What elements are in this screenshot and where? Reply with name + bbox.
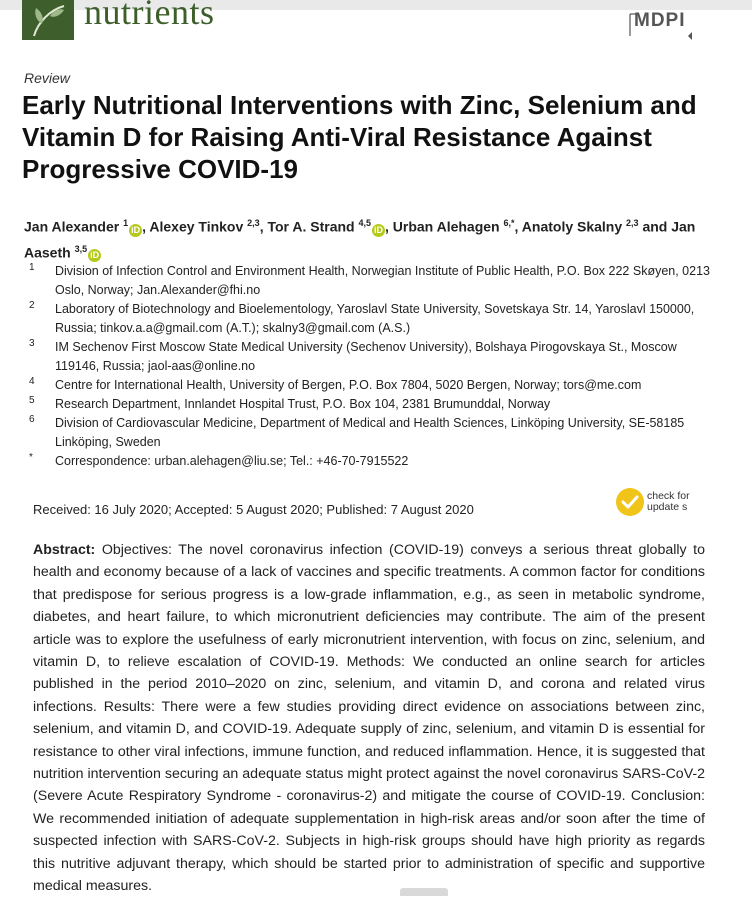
journal-name[interactable]: nutrients [84,0,215,32]
article-type: Review [24,70,70,86]
journal-logo-icon [22,0,74,40]
affiliation-item [26,414,716,452]
affiliation-key: * [29,452,33,463]
affiliation-text: Centre for International Health, University of Bergen, P.O. Box 7804, 5020 Bergen, Norway; tors@me.com [55,378,642,392]
orcid-icon[interactable]: iD [90,250,100,261]
author-name[interactable]: Tor A. Strand [267,218,359,235]
affiliation-item [26,452,716,471]
orcid-icon[interactable]: iD [131,224,141,235]
check-for-updates-button[interactable] [616,488,706,520]
affiliation-key: 2 [29,300,35,311]
publisher-logo-text: MDPI [634,10,686,31]
author-name[interactable]: Urban Alehagen [392,218,504,235]
author-name[interactable]: Jan Alexander [24,218,124,235]
author-affiliation-sup: 2,3 [626,218,639,228]
author-name[interactable]: Jan Aaseth [24,218,696,261]
affiliation-text: IM Sechenov First Moscow State Medical University (Sechenov University), Bolshaya Pirogovskaya St., Moscow 119146, Russia; jaol-aas@online.no [55,340,677,373]
affiliation-text: Laboratory of Biotechnology and Bioelementology, Yaroslavl State University, Sovetskaya Str. 14, Yaroslavl 150000, Russia; tinkov.a.a@gmail.com (A.T.); skalny3@gmail.com (A.S.) [55,302,695,335]
article-title: Early Nutritional Interventions with Zinc, Selenium and Vitamin D for Raising Anti-Viral Resistance Against Progressive COVID-19 [22,90,697,184]
abstract [33,539,705,898]
author-affiliation-sup: 2,3 [247,218,260,228]
affiliation-key: 6 [29,414,35,425]
check-updates-label: check for update s [647,490,690,513]
affiliation-text: Division of Cardiovascular Medicine, Department of Medical and Health Sciences, Linköping University, SE-58185 Linköping, Sweden [55,416,685,449]
author-affiliation-sup: 3,5 [74,243,88,254]
affiliation-key: 1 [29,262,35,273]
affiliation-list [26,262,716,471]
orcid-icon[interactable]: iD [373,224,383,235]
abstract-label: Abstract: [33,542,96,558]
affiliation-key: 3 [29,338,35,349]
affiliation-item [26,395,716,414]
author-connector: and [638,218,672,235]
affiliation-text: Division of Infection Control and Environment Health, Norwegian Institute of Public Health, P.O. Box 222 Skøyen, 0213 Oslo, Norway; Jan.Alexander@fhi.no [55,264,710,297]
affiliation-key: 4 [29,376,35,387]
author-affiliation-sup: 4,5 [358,218,371,228]
check-updates-icon [616,488,644,516]
publisher-logo[interactable] [628,10,694,40]
author-name[interactable]: Alexey Tinkov [149,218,248,235]
affiliation-text: Research Department, Innlandet Hospital Trust, P.O. Box 104, 2381 Brumunddal, Norway [55,397,551,411]
affiliation-item [26,338,716,376]
affiliation-item [26,300,716,338]
author-list: Jan Alexander $^1$iD , Alexey Tinkov $^{2,3}$, Tor A. Strand $^{4,5}$iD , Urban Alehagen $^{6,*}$, Anatoly Skalny $^{2,3}$ and Jan Aaseth $^{3,5}$iD [24,218,696,261]
affiliation-item [26,376,716,395]
affiliation-key: 5 [29,395,35,406]
abstract-text: Objectives: The novel coronavirus infection (COVID-19) conveys a serious threat globally to health and economy because of a lack of vaccines and specific treatments. A common factor for conditions that predispose for serious progress is a low-grade inflammation, e.g., as seen in metabolic syndrome, diabetes, and heart failure, to which micronutrient deficiencies may contribute. The aim of the present article was to explore the usefulness of early micronutrient intervention, with focus on zinc, selenium, and vitamin D, to relieve escalation of COVID-19. Methods: We conducted an online search for articles published in the period 2010–2020 on zinc, selenium, and vitamin D, and corona and related virus infections. Results: There were a few studies providing direct evidence on associations between zinc, selenium, and vitamin D, and COVID-19. Adequate supply of zinc, selenium, and vitamin D is essential for resistance to other viral infections, immune function, and reduced inflammation. Hence, it is suggested that nutrition intervention securing an adequate status might protect against the novel coronavirus SARS-CoV-2 (Severe Acute Respiratory Syndrome - coronavirus-2) and mitigate the course of COVID-19. Conclusion: We recommended initiation of adequate supplementation in high-risk areas and/or soon after the time of suspected infection with SARS-CoV-2. Subjects in high-risk groups should have high priority as regards this nutritive adjuvant therapy, which should be started prior to administration of specific and supportive medical measures. [33,542,705,895]
author-affiliation-sup: 1 [123,218,129,228]
author-name[interactable]: Anatoly Skalny [521,218,627,235]
affiliation-item [26,262,716,300]
affiliation-text: Correspondence: urban.alehagen@liu.se; Tel.: +46-70-7915522 [55,454,409,468]
publication-dates: Received: 16 July 2020; Accepted: 5 August 2020; Published: 7 August 2020 [33,502,474,517]
author-affiliation-sup: 6,* [503,218,515,228]
page-fragment [400,888,448,896]
